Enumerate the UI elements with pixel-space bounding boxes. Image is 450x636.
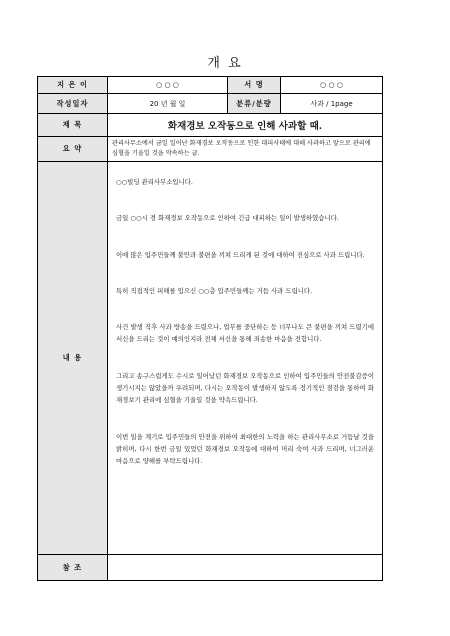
reference-value [108, 555, 382, 580]
signature-value: ○ ○ ○ [320, 81, 343, 89]
category-value: 사과 / 1page [310, 99, 353, 108]
signature-label: 서 명 [228, 77, 281, 93]
content-paragraph: 이번 일을 계기로 입주민들의 안전을 위하여 최대한의 노력을 하는 관리사무소로 거듭날 것을 밝히며, 다시 한번 금일 있었던 화재경보 오작동에 대하여 머리 숙여 사과 드리며, 너그러운 마음으로 양해를 부탁드립니다. [116, 432, 374, 466]
summary-value: 관리사무소에서 금일 일어난 화재경보 오작동으로 인한 대피사태에 대해 사과하고 앞으로 관리에 심혈을 기울일 것을 약속하는 글. [112, 140, 371, 157]
date-row [38, 94, 382, 114]
subject-row [38, 114, 382, 137]
subject-value: 화재경보 오작동으로 인해 사과할 때. [167, 121, 323, 132]
content-paragraph: 그리고 송구스럽게도 수시로 일어났던 화재경보 오작동으로 인하여 입주민들의 안전불감증이 생기시지는 않았을까 우려되며, 다시는 오작동이 발생하지 않도록 정기적인 점검을 통하여 화재경보기 관리에 심혈을 기울일 것을 약속드립니다. [116, 371, 374, 405]
author-label: 지 은 이 [38, 77, 108, 93]
author-value: ○ ○ ○ [108, 77, 228, 93]
date-value: 20 년 월 일 [108, 94, 228, 113]
content-paragraph: 특히 직접적인 피해를 입으신 ○○층 입주민들께는 거듭 사과 드립니다. [116, 286, 313, 295]
author-row [38, 77, 382, 94]
summary-label: 요 약 [38, 137, 108, 161]
summary-form [37, 76, 383, 581]
category-label: 분류/분량 [228, 94, 281, 113]
content-paragraph: ○○빌딩 관리사무소입니다. [116, 178, 193, 186]
date-label: 작성일자 [38, 94, 108, 113]
content-paragraph: 사건 발생 직후 사과 방송을 드렸으나, 업무를 중단하는 등 너무나도 큰 불편을 끼쳐 드렸기에 서신을 드리는 것이 예의인지라 전체 서신을 통해 죄송한 마음을 전합니다. [116, 323, 374, 344]
content-paragraph: 이에 많은 입주민들께 불안과 불편을 끼쳐 드리게 된 것에 대하여 진심으로 사과 드립니다. [116, 250, 365, 259]
content-body [108, 162, 382, 554]
reference-label: 참 조 [38, 555, 108, 580]
document-title: 개 요 [207, 56, 243, 71]
content-paragraph: 금일 ○○시 경 화재경보 오작동으로 인하여 긴급 대피하는 일이 발생하였습니다. [116, 214, 339, 223]
reference-row [38, 555, 382, 580]
subject-label: 제 목 [38, 114, 108, 136]
content-row [38, 162, 382, 555]
content-label: 내 용 [38, 162, 108, 554]
summary-row [38, 137, 382, 162]
